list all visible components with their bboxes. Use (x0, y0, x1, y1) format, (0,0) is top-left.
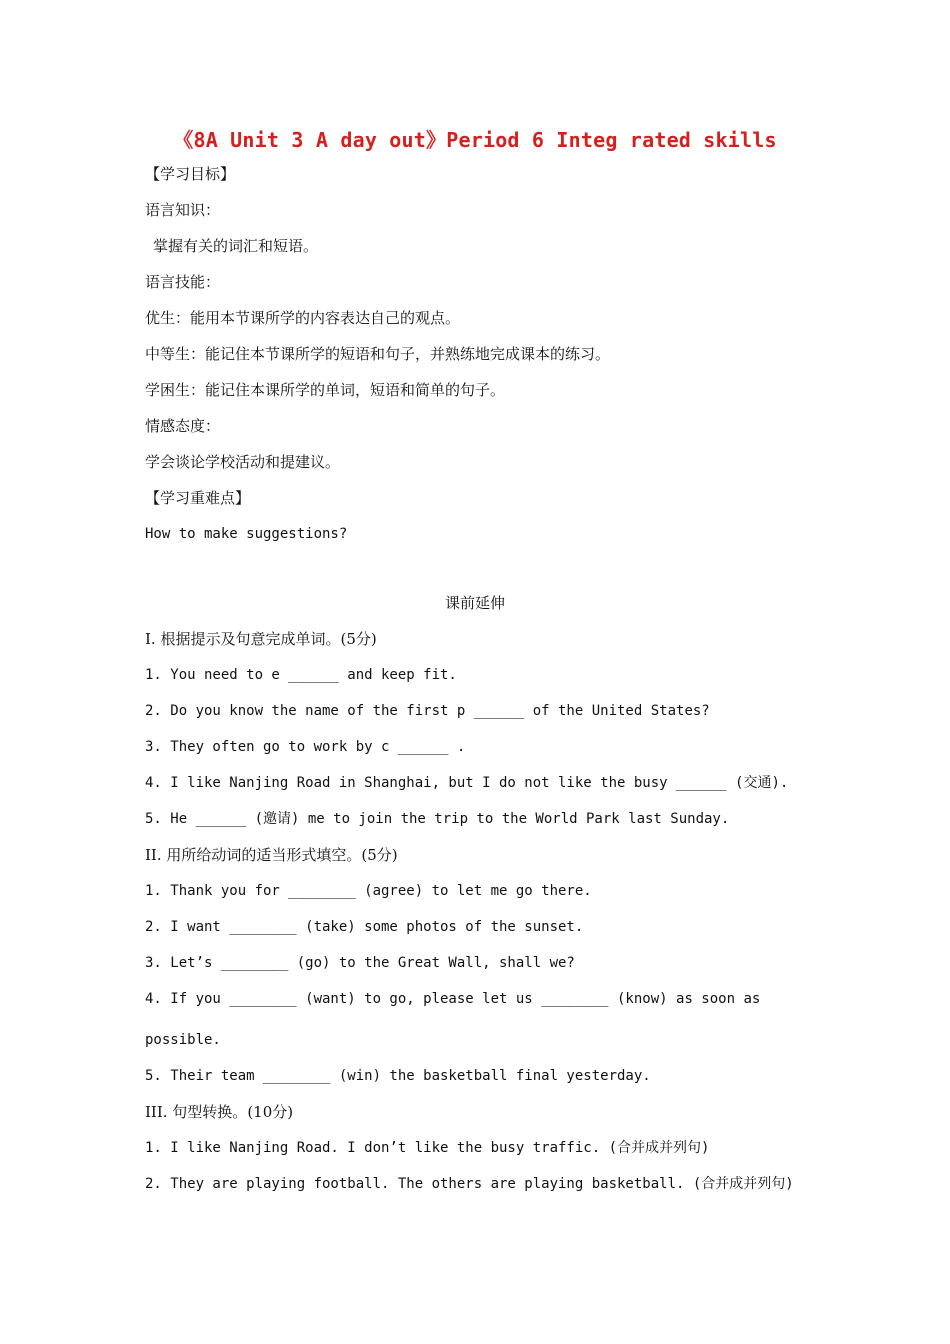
section-3-item: 2. They are playing football. The others are playing basketball. (合并成并列句) (145, 1176, 794, 1192)
keypoints-heading: 【学习重难点】 (145, 489, 251, 507)
section-1-item: 3. They often go to work by c ______ . (145, 739, 466, 755)
attitude-text: 学会谈论学校活动和提建议。 (145, 453, 341, 471)
language-knowledge-text: 掌握有关的词汇和短语。 (153, 237, 319, 255)
skill-middle-students: 中等生：能记住本节课所学的短语和句子，并熟练地完成课本的练习。 (145, 345, 611, 363)
section-2-item: 5. Their team ________ (win) the basketball final yesterday. (145, 1068, 651, 1084)
attitude-label: 情感态度： (145, 417, 221, 435)
section-1-item: 5. He ______ (邀请) me to join the trip to the World Park last Sunday. (145, 811, 730, 827)
section-3-item: 1. I like Nanjing Road. I don’t like the busy traffic. (合并成并列句) (145, 1140, 710, 1156)
section-3-heading: III. 句型转换。(10分) (145, 1103, 294, 1121)
section-2-item: 4. If you ________ (want) to go, please let us ________ (know) as soon as (145, 991, 761, 1007)
section-2-item: 3. Let’s ________ (go) to the Great Wall, shall we? (145, 955, 575, 971)
skill-struggling-students: 学困生：能记住本课所学的单词，短语和简单的句子。 (145, 381, 506, 399)
language-knowledge-label: 语言知识： (145, 201, 221, 219)
page-title: 《8A Unit 3 A day out》Period 6 Integ rated skills (173, 128, 777, 152)
section-2-item: 1. Thank you for ________ (agree) to let me go there. (145, 883, 592, 899)
section-2-item: 2. I want ________ (take) some photos of the sunset. (145, 919, 584, 935)
section-1-item: 2. Do you know the name of the first p ______ of the United States? (145, 703, 710, 719)
objectives-heading: 【学习目标】 (145, 165, 236, 183)
extension-heading: 课前延伸 (444, 594, 505, 612)
language-skills-label: 语言技能： (145, 273, 221, 291)
section-2-heading: II. 用所给动词的适当形式填空。(5分) (145, 846, 398, 864)
section-1-item: 1. You need to e ______ and keep fit. (145, 667, 457, 683)
skill-top-students: 优生：能用本节课所学的内容表达自己的观点。 (145, 309, 461, 327)
section-1-item: 4. I like Nanjing Road in Shanghai, but I do not like the busy ______ (交通). (145, 775, 789, 791)
section-1-heading: I. 根据提示及句意完成单词。(5分) (145, 630, 377, 648)
keypoints-text: How to make suggestions? (145, 526, 348, 542)
section-2-item-continued: possible. (145, 1032, 221, 1048)
